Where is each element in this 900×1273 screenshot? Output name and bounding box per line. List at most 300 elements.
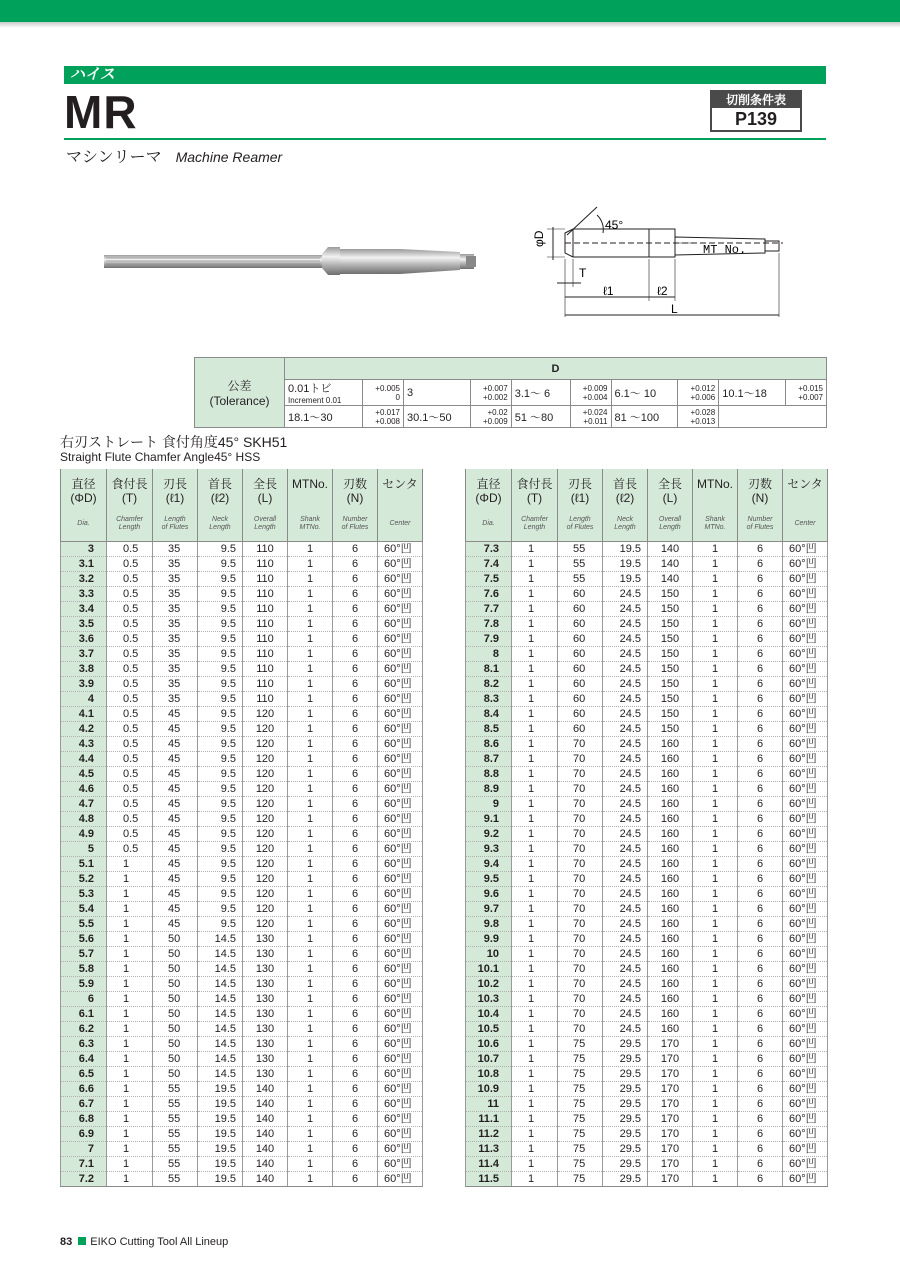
table-cell: 6 [333,676,378,691]
table-cell: 60°凹 [783,811,828,826]
table-cell: 120 [243,766,288,781]
table-cell: 150 [648,721,693,736]
table-cell: 1 [512,856,558,871]
table-cell: 6 [738,616,783,631]
table-cell: 1 [693,556,738,571]
table-cell: 110 [243,556,288,571]
table-cell: 6 [738,856,783,871]
table-cell: 60 [558,586,603,601]
table-cell: 1 [288,946,333,961]
diameter-cell: 8 [466,646,512,661]
table-cell: 160 [648,931,693,946]
table-cell: 0.5 [107,766,153,781]
table-cell: 9.5 [198,541,243,556]
table-cell: 24.5 [603,901,648,916]
table-cell: 50 [153,931,198,946]
column-header-en: Neck Length [603,507,648,541]
diameter-cell: 3 [61,541,107,556]
table-row [466,1111,828,1126]
table-cell: 150 [648,586,693,601]
diameter-cell: 7.8 [466,616,512,631]
diameter-cell: 10.7 [466,1051,512,1066]
diameter-cell: 5.4 [61,901,107,916]
table-cell: 55 [153,1171,198,1186]
table-row [61,751,423,766]
table-cell: 160 [648,1021,693,1036]
table-cell: 160 [648,841,693,856]
table-cell: 60 [558,631,603,646]
table-cell: 1 [512,871,558,886]
diameter-cell: 5.6 [61,931,107,946]
table-cell: 160 [648,1006,693,1021]
table-cell: 6 [333,931,378,946]
column-header-en: Dia. [61,507,107,541]
column-header: 首長 (ℓ2) [198,469,243,507]
table-cell: 1 [288,631,333,646]
table-cell: 50 [153,1051,198,1066]
table-cell: 110 [243,601,288,616]
table-cell: 1 [693,1066,738,1081]
table-cell: 60°凹 [378,751,423,766]
table-cell: 0.5 [107,751,153,766]
table-cell: 1 [107,1081,153,1096]
table-cell: 60°凹 [783,736,828,751]
table-cell: 1 [288,1006,333,1021]
table-cell: 1 [288,571,333,586]
table-cell: 60°凹 [783,1051,828,1066]
table-cell: 6 [333,571,378,586]
table-cell: 1 [107,1156,153,1171]
table-cell: 70 [558,976,603,991]
table-cell: 9.5 [198,646,243,661]
table-cell: 1 [512,721,558,736]
table-cell: 29.5 [603,1081,648,1096]
table-cell: 60°凹 [378,661,423,676]
column-header: センタ [378,469,423,507]
table-row [466,571,828,586]
diameter-cell: 6.4 [61,1051,107,1066]
table-cell: 130 [243,946,288,961]
table-cell: 6 [333,916,378,931]
table-cell: 6 [333,901,378,916]
product-title [66,144,282,167]
header-row-jp [466,469,828,507]
table-cell: 130 [243,1021,288,1036]
diameter-cell: 5.8 [61,961,107,976]
table-cell: 60 [558,601,603,616]
table-cell: 55 [153,1141,198,1156]
diameter-cell: 11 [466,1096,512,1111]
table-cell: 60 [558,706,603,721]
table-cell: 45 [153,736,198,751]
table-cell: 1 [512,841,558,856]
diameter-cell: 7.4 [466,556,512,571]
diameter-cell: 3.4 [61,601,107,616]
table-row [466,961,828,976]
table-cell: 6 [333,691,378,706]
table-row [61,871,423,886]
table-cell: 1 [288,1141,333,1156]
diameter-cell: 11.1 [466,1111,512,1126]
table-cell: 140 [243,1081,288,1096]
table-cell: 24.5 [603,646,648,661]
table-cell: 50 [153,961,198,976]
table-cell: 160 [648,946,693,961]
table-cell: 14.5 [198,1021,243,1036]
table-cell: 1 [693,646,738,661]
table-cell: 19.5 [603,541,648,556]
drawing-l1: ℓ1 [603,284,614,298]
table-cell: 1 [288,751,333,766]
table-cell: 60 [558,721,603,736]
table-cell: 6 [738,841,783,856]
table-cell: 6 [738,961,783,976]
column-header: MTNo. [693,469,738,507]
table-cell: 6 [333,1156,378,1171]
diameter-cell: 9.1 [466,811,512,826]
table-row [466,1021,828,1036]
table-cell: 14.5 [198,976,243,991]
table-cell: 60°凹 [378,1156,423,1171]
table-cell: 60°凹 [378,571,423,586]
table-cell: 1 [288,616,333,631]
table-cell: 6 [333,811,378,826]
diameter-cell: 8.8 [466,766,512,781]
table-cell: 1 [288,1171,333,1186]
table-cell: 0.5 [107,571,153,586]
table-cell: 75 [558,1171,603,1186]
table-row [466,916,828,931]
diameter-cell: 10.3 [466,991,512,1006]
table-cell: 1 [512,811,558,826]
table-cell: 6 [738,781,783,796]
table-cell: 6 [333,766,378,781]
table-cell: 1 [107,871,153,886]
table-cell: 1 [512,586,558,601]
table-cell: 70 [558,766,603,781]
table-cell: 1 [512,1036,558,1051]
table-cell: 1 [512,1066,558,1081]
table-cell: 24.5 [603,826,648,841]
table-cell: 60 [558,661,603,676]
table-cell: 60°凹 [378,1096,423,1111]
diameter-cell: 6.8 [61,1111,107,1126]
table-cell: 60°凹 [378,826,423,841]
table-cell: 60°凹 [378,616,423,631]
column-header-en: Overall Length [648,507,693,541]
table-cell: 160 [648,781,693,796]
table-cell: 9.5 [198,916,243,931]
column-header-en: Overall Length [243,507,288,541]
table-row [61,586,423,601]
table-cell: 150 [648,601,693,616]
table-cell: 50 [153,1036,198,1051]
table-cell: 9.5 [198,691,243,706]
table-cell: 60°凹 [783,616,828,631]
table-row [61,631,423,646]
tolerance-range: 10.1〜18 [719,380,786,406]
table-row [466,661,828,676]
table-cell: 60°凹 [378,946,423,961]
diameter-cell: 9.7 [466,901,512,916]
diameter-cell: 9.9 [466,931,512,946]
table-row [61,1096,423,1111]
table-cell: 130 [243,1066,288,1081]
table-cell: 9.5 [198,811,243,826]
table-cell: 1 [288,886,333,901]
table-cell: 1 [107,1066,153,1081]
table-cell: 6 [738,931,783,946]
diameter-cell: 9.8 [466,916,512,931]
table-cell: 60°凹 [378,1081,423,1096]
table-cell: 19.5 [198,1141,243,1156]
table-cell: 160 [648,901,693,916]
table-cell: 9.5 [198,766,243,781]
table-cell: 130 [243,976,288,991]
table-row [61,1171,423,1186]
table-cell: 6 [738,1006,783,1021]
table-cell: 1 [693,886,738,901]
table-cell: 1 [512,1111,558,1126]
table-cell: 1 [693,571,738,586]
diameter-cell: 8.9 [466,781,512,796]
table-cell: 24.5 [603,631,648,646]
table-cell: 1 [512,1051,558,1066]
table-cell: 1 [512,1156,558,1171]
table-cell: 14.5 [198,946,243,961]
diameter-cell: 6.1 [61,1006,107,1021]
table-cell: 45 [153,826,198,841]
table-cell: 60°凹 [378,631,423,646]
table-cell: 6 [738,901,783,916]
table-cell: 6 [333,616,378,631]
table-cell: 29.5 [603,1051,648,1066]
table-row [466,901,828,916]
table-cell: 55 [558,541,603,556]
diameter-cell: 5.5 [61,916,107,931]
table-cell: 1 [512,736,558,751]
table-cell: 6 [333,946,378,961]
table-cell: 24.5 [603,736,648,751]
diameter-cell: 4.2 [61,721,107,736]
table-cell: 1 [288,1036,333,1051]
diameter-cell: 3.2 [61,571,107,586]
table-cell: 24.5 [603,1021,648,1036]
table-cell: 60°凹 [783,556,828,571]
table-cell: 24.5 [603,871,648,886]
table-cell: 70 [558,841,603,856]
table-cell: 60 [558,646,603,661]
table-cell: 19.5 [198,1096,243,1111]
column-header-en: Shank MTNo. [693,507,738,541]
table-row [466,946,828,961]
table-cell: 0.5 [107,736,153,751]
table-cell: 35 [153,661,198,676]
diameter-cell: 6.2 [61,1021,107,1036]
table-cell: 1 [288,691,333,706]
table-cell: 70 [558,1021,603,1036]
diameter-cell: 5.1 [61,856,107,871]
table-cell: 60°凹 [378,856,423,871]
table-cell: 55 [153,1111,198,1126]
table-cell: 19.5 [198,1111,243,1126]
table-row [466,886,828,901]
table-cell: 1 [512,1006,558,1021]
table-cell: 24.5 [603,991,648,1006]
table-cell: 6 [333,841,378,856]
table-cell: 60°凹 [783,1036,828,1051]
table-row [466,871,828,886]
table-cell: 1 [512,946,558,961]
tolerance-value: +0.012 +0.006 [678,380,719,406]
table-cell: 24.5 [603,931,648,946]
table-cell: 29.5 [603,1036,648,1051]
table-cell: 1 [512,1096,558,1111]
table-cell: 140 [243,1171,288,1186]
table-cell: 6 [738,1126,783,1141]
table-cell: 140 [648,541,693,556]
table-row [466,1051,828,1066]
table-cell: 9.5 [198,661,243,676]
table-cell: 60°凹 [783,871,828,886]
table-cell: 14.5 [198,961,243,976]
table-cell: 60 [558,616,603,631]
table-cell: 1 [107,991,153,1006]
table-cell: 45 [153,781,198,796]
table-cell: 160 [648,886,693,901]
table-row [61,886,423,901]
diameter-cell: 3.9 [61,676,107,691]
table-row [61,721,423,736]
tolerance-value: +0.017 +0.008 [363,406,404,428]
table-cell: 55 [558,571,603,586]
table-cell: 9.5 [198,886,243,901]
table-cell: 24.5 [603,691,648,706]
tolerance-value: +0.02 +0.009 [470,406,511,428]
table-cell: 1 [512,826,558,841]
table-cell: 6 [738,676,783,691]
diameter-cell: 7.3 [466,541,512,556]
table-row [61,676,423,691]
table-cell: 60°凹 [783,586,828,601]
table-cell: 1 [512,751,558,766]
table-cell: 1 [693,841,738,856]
table-cell: 1 [512,901,558,916]
footer-square-icon [78,1237,86,1245]
table-cell: 6 [738,1156,783,1171]
table-cell: 110 [243,691,288,706]
diameter-cell: 9.6 [466,886,512,901]
table-cell: 140 [243,1156,288,1171]
table-cell: 60°凹 [783,991,828,1006]
cutting-condition-box[interactable] [710,90,802,132]
table-cell: 6 [333,706,378,721]
spec-en: Straight Flute Chamfer Angle45° HSS [60,450,261,464]
table-cell: 6 [333,721,378,736]
table-cell: 60°凹 [378,1111,423,1126]
table-cell: 9.5 [198,601,243,616]
table-cell: 170 [648,1141,693,1156]
table-cell: 1 [288,796,333,811]
table-cell: 140 [648,571,693,586]
table-cell: 0.5 [107,781,153,796]
table-cell: 70 [558,781,603,796]
table-cell: 60°凹 [378,586,423,601]
table-cell: 1 [288,916,333,931]
table-row [466,976,828,991]
table-row [466,781,828,796]
category-label: ハイス [70,66,115,83]
diameter-cell: 6 [61,991,107,1006]
table-row [61,556,423,571]
table-cell: 1 [288,586,333,601]
table-cell: 110 [243,646,288,661]
table-cell: 14.5 [198,931,243,946]
cutting-condition-label: 切削条件表 [712,92,800,108]
table-cell: 60°凹 [378,916,423,931]
table-row [466,541,828,556]
column-header-en: Chamfer Length [107,507,153,541]
column-header: 刃数 (N) [738,469,783,507]
table-cell: 110 [243,586,288,601]
diameter-cell: 3.7 [61,646,107,661]
table-cell: 35 [153,556,198,571]
table-cell: 1 [693,1171,738,1186]
table-cell: 1 [288,661,333,676]
table-cell: 6 [738,721,783,736]
diameter-cell: 11.2 [466,1126,512,1141]
table-cell: 75 [558,1066,603,1081]
table-cell: 160 [648,766,693,781]
diameter-cell: 8.2 [466,676,512,691]
table-cell: 19.5 [198,1081,243,1096]
table-cell: 75 [558,1036,603,1051]
table-cell: 1 [107,1111,153,1126]
table-row [61,991,423,1006]
table-cell: 6 [333,1171,378,1186]
table-cell: 1 [693,781,738,796]
table-cell: 6 [738,1051,783,1066]
table-cell: 170 [648,1111,693,1126]
table-cell: 1 [693,991,738,1006]
diameter-cell: 6.7 [61,1096,107,1111]
table-cell: 6 [738,646,783,661]
table-cell: 70 [558,946,603,961]
table-cell: 60°凹 [783,1021,828,1036]
table-cell: 60°凹 [783,706,828,721]
table-cell: 35 [153,616,198,631]
table-cell: 45 [153,841,198,856]
table-cell: 60°凹 [783,1066,828,1081]
table-cell: 150 [648,646,693,661]
diameter-cell: 5 [61,841,107,856]
table-cell: 150 [648,661,693,676]
table-cell: 140 [243,1126,288,1141]
table-cell: 6 [333,871,378,886]
table-cell: 160 [648,736,693,751]
table-cell: 6 [333,1036,378,1051]
table-cell: 24.5 [603,616,648,631]
table-cell: 150 [648,706,693,721]
table-row [61,691,423,706]
table-cell: 6 [738,691,783,706]
table-cell: 6 [738,706,783,721]
table-cell: 1 [693,916,738,931]
spec-table-right [465,469,828,1187]
diameter-cell: 10 [466,946,512,961]
table-cell: 0.5 [107,631,153,646]
table-cell: 1 [107,1036,153,1051]
